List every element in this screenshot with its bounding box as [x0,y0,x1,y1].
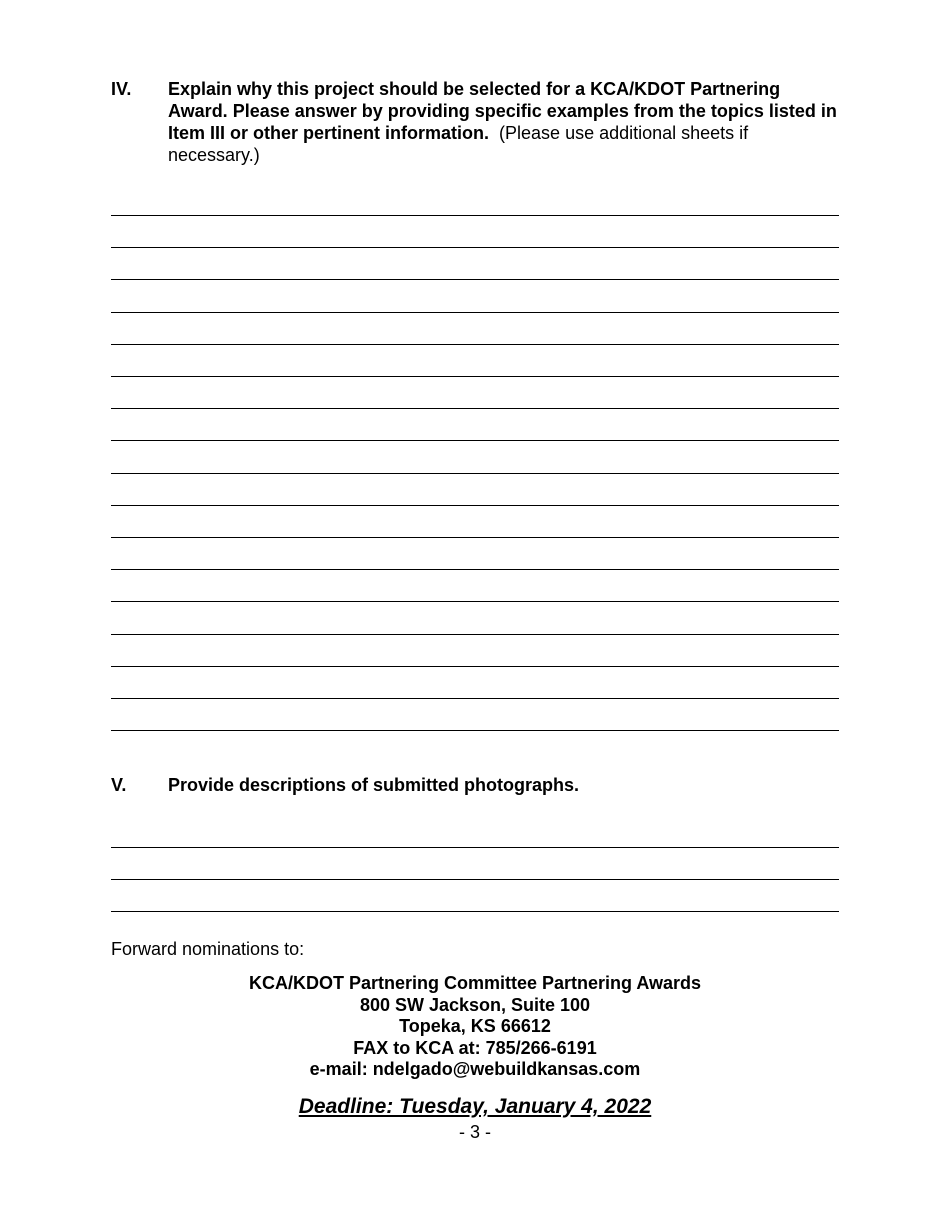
mailing-address [0,973,950,1081]
section-iv [111,78,839,168]
section-v-question: Provide descriptions of submitted photographs. [168,775,580,795]
section-v-answer-line[interactable] [111,847,839,848]
address-line-committee: KCA/KDOT Partnering Committee Partnering Awards [248,973,702,993]
section-iv-answer-line[interactable] [111,505,839,506]
section-iv-answer-line[interactable] [111,569,839,570]
section-iv-answer-line[interactable] [111,473,839,474]
address-line-email: e-mail: ndelgado@webuildkansas.com [309,1059,641,1079]
page-number: - 3 - [458,1122,491,1142]
section-iv-answer-line[interactable] [111,698,839,699]
section-iv-answer-line[interactable] [111,247,839,248]
section-iv-answer-line[interactable] [111,440,839,441]
section-v-answer-line[interactable] [111,911,839,912]
address-line-fax: FAX to KCA at: 785/266-6191 [353,1037,597,1058]
address-line-city: Topeka, KS 66612 [399,1016,551,1036]
section-v-answer-line[interactable] [111,879,839,880]
section-iv-question [168,78,839,166]
deadline-text: Deadline: Tuesday, January 4, 2022 [298,1095,652,1118]
section-v [111,774,839,798]
section-iv-answer-line[interactable] [111,279,839,280]
section-iv-answer-line[interactable] [111,376,839,377]
section-v-number: V. [111,775,127,795]
section-iv-answer-line[interactable] [111,215,839,216]
section-iv-question-bold: Explain why this project should be selected for a KCA/KDOT Partnering Award. Please answer by providing specific examples from the topics listed in Item III or other pertinent information. [168,79,837,143]
section-iv-answer-line[interactable] [111,634,839,635]
section-iv-answer-line[interactable] [111,537,839,538]
deadline [0,1094,950,1120]
forward-label: Forward nominations to: [111,939,305,959]
section-iv-answer-line[interactable] [111,666,839,667]
section-iv-number: IV. [111,79,132,99]
section-iv-answer-line[interactable] [111,344,839,345]
section-iv-answer-line[interactable] [111,312,839,313]
section-iv-question-note: (Please use additional sheets if necessary.) [168,123,749,165]
section-iv-answer-line[interactable] [111,408,839,409]
address-line-street: 800 SW Jackson, Suite 100 [359,994,591,1015]
section-iv-answer-line[interactable] [111,601,839,602]
section-iv-answer-line[interactable] [111,730,839,731]
